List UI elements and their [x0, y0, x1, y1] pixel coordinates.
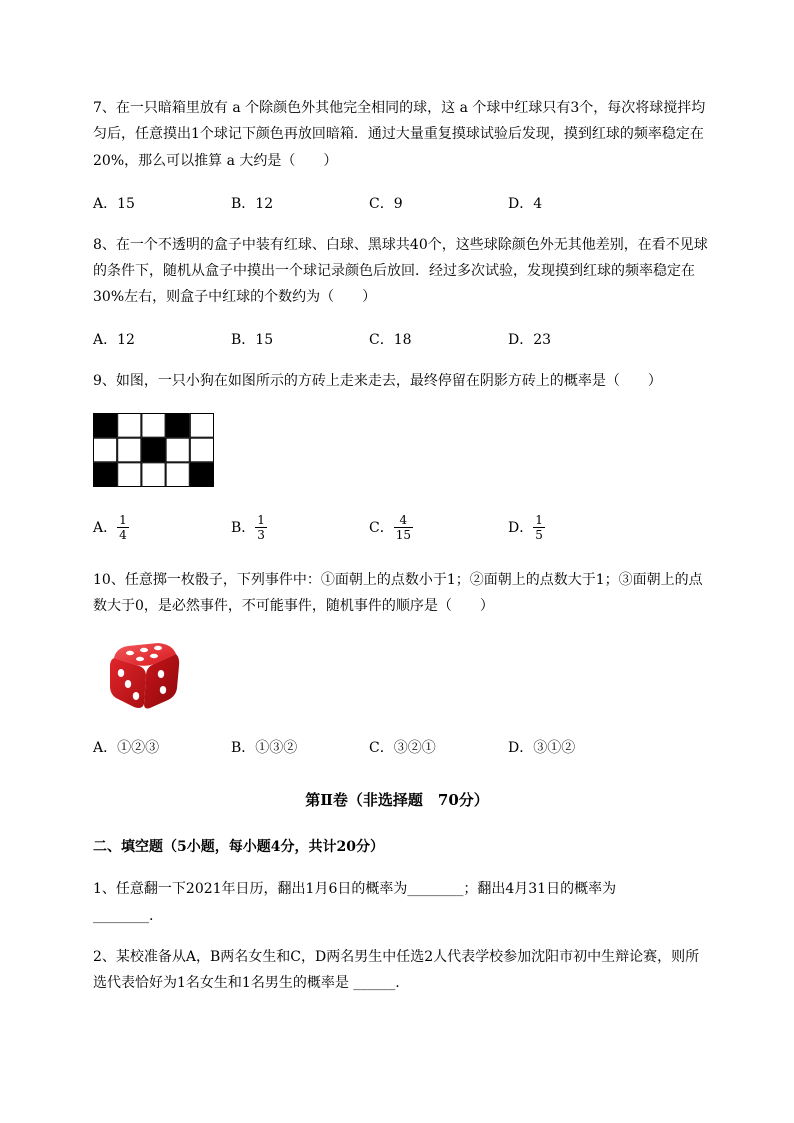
fraction-numerator: 1 — [535, 513, 543, 527]
q10-option-b: B．①③② — [231, 740, 298, 756]
q9-option-a — [93, 513, 129, 542]
q9-option-c-fraction — [394, 513, 413, 542]
q8-option-c: C．18 — [369, 332, 412, 348]
fill-2-line-1: 2、某校准备从A，B两名女生和C，D两名男生中任选2人代表学校参加沈阳市初中生辩论赛，则所 — [93, 949, 700, 965]
q7-option-c: C．9 — [369, 196, 403, 212]
q7-option-d: D．4 — [508, 196, 543, 212]
q9-option-c — [369, 513, 413, 542]
section-2-title: 第Ⅱ卷（非选择题 70分） — [305, 791, 489, 809]
q10-option-a: A．①②③ — [93, 740, 160, 756]
shaded-tile — [94, 463, 117, 487]
q9-option-b-label: B． — [231, 519, 256, 536]
q9-option-b-fraction — [255, 513, 267, 542]
q9-option-b — [231, 513, 267, 542]
q7-line-3: 20%，那么可以推算 a 大约是（ ） — [93, 153, 338, 169]
q9-line-1: 9、如图，一只小狗在如图所示的方砖上走来走去，最终停留在阴影方砖上的概率是（ ） — [93, 373, 662, 389]
blank-tile — [142, 414, 165, 438]
q10-line-2: 数大于0，是必然事件，不可能事件，随机事件的顺序是（ ） — [93, 598, 494, 614]
fill-2-line-2: 选代表恰好为1名女生和1名男生的概率是 ______. — [93, 975, 400, 991]
fill-1-line-2: ________. — [93, 908, 154, 924]
q7-option-b: B．12 — [231, 196, 274, 212]
q9-option-d-label: D． — [508, 519, 534, 536]
fraction-denominator: 5 — [535, 528, 543, 542]
q7-line-1: 7、在一只暗箱里放有 a 个除颜色外其他完全相同的球，这 a 个球中红球只有3个，每次将球搅拌均 — [93, 100, 706, 116]
shaded-tile — [190, 463, 213, 487]
fill-1-line-1: 1、任意翻一下2021年日历，翻出1月6日的概率为________；翻出4月31日的概率为 — [93, 881, 617, 897]
blank-tile — [94, 438, 117, 462]
q10-line-1: 10、任意掷一枚骰子，下列事件中：①面朝上的点数小于1；②面朝上的点数大于1；③面朝上的点 — [93, 572, 703, 588]
q10-option-d: D．③①② — [508, 740, 576, 756]
fraction-denominator: 3 — [257, 528, 265, 542]
q8-line-2: 的条件下，随机从盒子中摸出一个球记录颜色后放回．经过多次试验，发现摸到红球的频率稳定在 — [93, 263, 695, 279]
blank-tile — [118, 463, 141, 487]
shaded-tile — [142, 438, 165, 462]
q8-line-3: 30%左右，则盒子中红球的个数约为（ ） — [93, 289, 377, 305]
shaded-tile — [94, 414, 117, 438]
fraction-numerator: 4 — [394, 513, 413, 528]
dice-figure — [106, 640, 180, 710]
blank-tile — [142, 463, 165, 487]
q8-line-1: 8、在一个不透明的盒子中装有红球、白球、黑球共40个，这些球除颜色外无其他差别，在看不见球 — [93, 237, 708, 253]
blank-tile — [118, 438, 141, 462]
fraction-denominator: 4 — [119, 528, 127, 542]
q8-option-a: A．12 — [93, 332, 135, 348]
q8-option-b: B．15 — [231, 332, 274, 348]
blank-tile — [166, 438, 189, 462]
fill-blank-heading: 二、填空题（5小题，每小题4分，共计20分） — [93, 839, 384, 855]
q9-option-a-label: A． — [93, 519, 118, 536]
q10-option-c: C．③②① — [369, 740, 436, 756]
blank-tile — [190, 414, 213, 438]
fraction-numerator: 1 — [257, 513, 265, 527]
q7-line-2: 匀后，任意摸出1个球记下颜色再放回暗箱．通过大量重复摸球试验后发现，摸到红球的频率稳定在 — [93, 126, 704, 142]
q8-option-d: D．23 — [508, 332, 552, 348]
shaded-tile — [166, 414, 189, 438]
blank-tile — [118, 414, 141, 438]
q9-option-c-label: C． — [369, 519, 394, 536]
q9-option-d — [508, 513, 545, 542]
q9-option-d-fraction — [533, 513, 545, 542]
q9-option-a-fraction — [117, 513, 129, 542]
q7-option-a: A．15 — [93, 196, 135, 212]
fraction-numerator: 1 — [119, 513, 127, 527]
blank-tile — [190, 438, 213, 462]
tile-grid-figure — [93, 413, 214, 487]
fraction-denominator: 15 — [395, 528, 411, 542]
blank-tile — [166, 463, 189, 487]
